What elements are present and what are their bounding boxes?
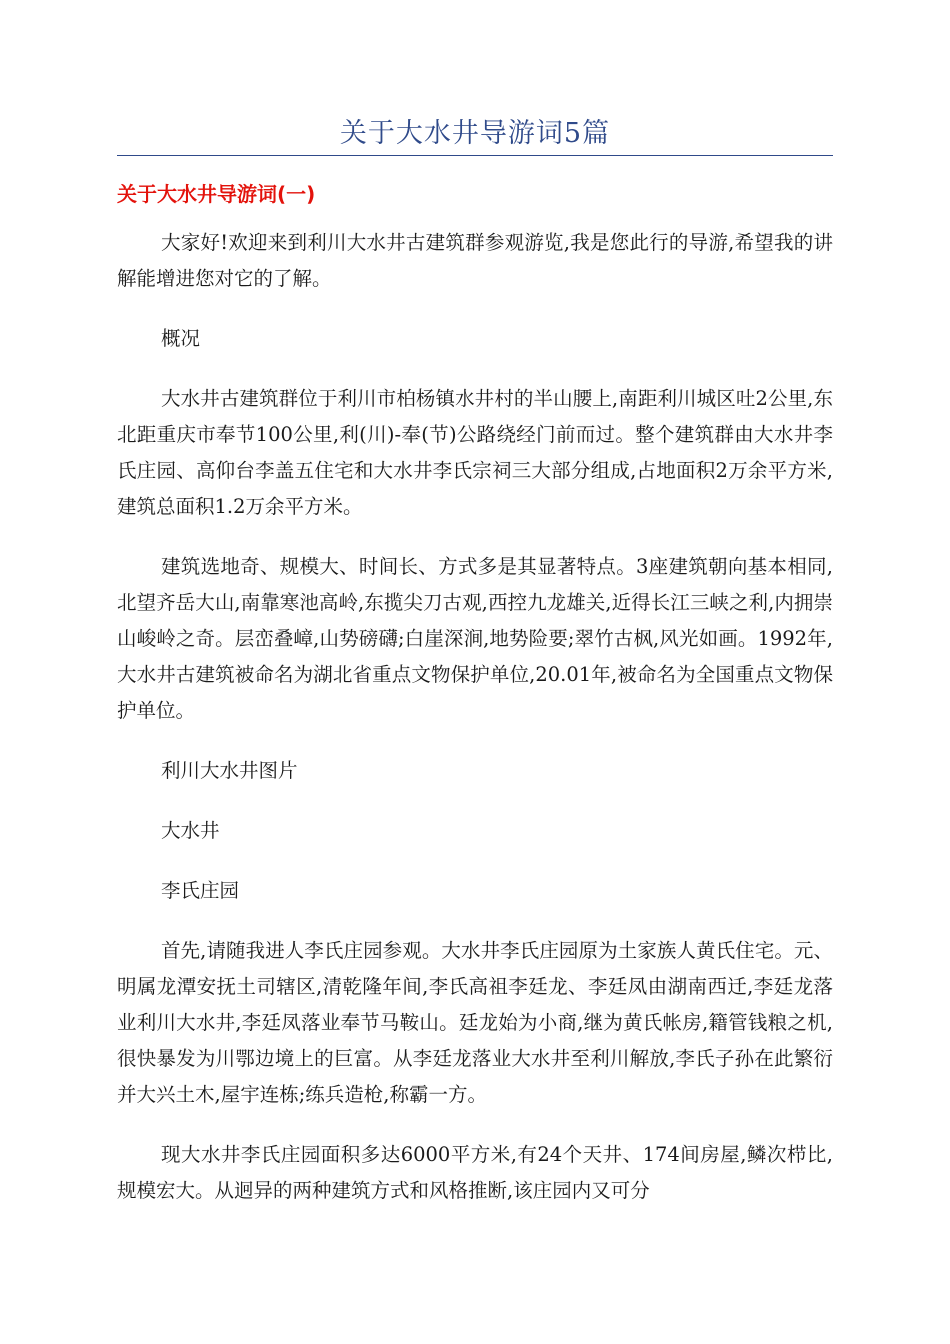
paragraph-dashuijing-label: 大水井 — [161, 819, 220, 842]
paragraph-manor-scale: 现大水井李氏庄园面积多达6000平方米,有24个天井、174间房屋,鳞次栉比,规模宏大。从迥异的两种建筑方式和风格推断,该庄园内又可分 — [117, 1143, 833, 1202]
section-heading: 关于大水井导游词(一) — [117, 182, 316, 206]
title-underline — [117, 155, 833, 156]
paragraph-greeting: 大家好!欢迎来到利川大水井古建筑群参观游览,我是您此行的导游,希望我的讲解能增进您对它的了解。 — [117, 231, 833, 290]
paragraph-location: 大水井古建筑群位于利川市柏杨镇水井村的半山腰上,南距利川城区吐2公里,东北距重庆市奉节100公里,利(川)-奉(节)公路绕经门前而过。整个建筑群由大水井李氏庄园、高仰台李盖五住宅和大水井李氏宗祠三大部分组成,占地面积2万余平方米,建筑总面积1.2万余平方米。 — [117, 387, 833, 518]
paragraph-features: 建筑选地奇、规模大、时间长、方式多是其显著特点。3座建筑朝向基本相同,北望齐岳大山,南靠寒池高岭,东揽尖刀古观,西控九龙雄关,近得长江三峡之利,内拥崇山峻岭之奇。层峦叠嶂,山势磅礴;白崖深涧,地势险要;翠竹古枫,风光如画。1992年,大水井古建筑被命名为湖北省重点文物保护单位,20.01年,被命名为全国重点文物保护单位。 — [117, 555, 833, 722]
document-body — [117, 225, 833, 1233]
paragraph-manor-history: 首先,请随我进人李氏庄园参观。大水井李氏庄园原为土家族人黄氏住宅。元、明属龙潭安抚土司辖区,清乾隆年间,李氏高祖李廷龙、李廷凤由湖南西迁,李廷龙落业利川大水井,李廷凤落业奉节马鞍山。廷龙始为小商,继为黄氏帐房,籍管钱粮之机,很快暴发为川鄂边境上的巨富。从李廷龙落业大水井至利川解放,李氏子孙在此繁衍并大兴土木,屋宇连栋;练兵造枪,称霸一方。 — [117, 939, 833, 1106]
paragraph-image-label: 利川大水井图片 — [161, 759, 298, 782]
paragraph-overview-label: 概况 — [161, 327, 201, 350]
paragraph-manor-label: 李氏庄园 — [161, 879, 240, 902]
document-title: 关于大水井导游词5篇 — [339, 118, 611, 149]
